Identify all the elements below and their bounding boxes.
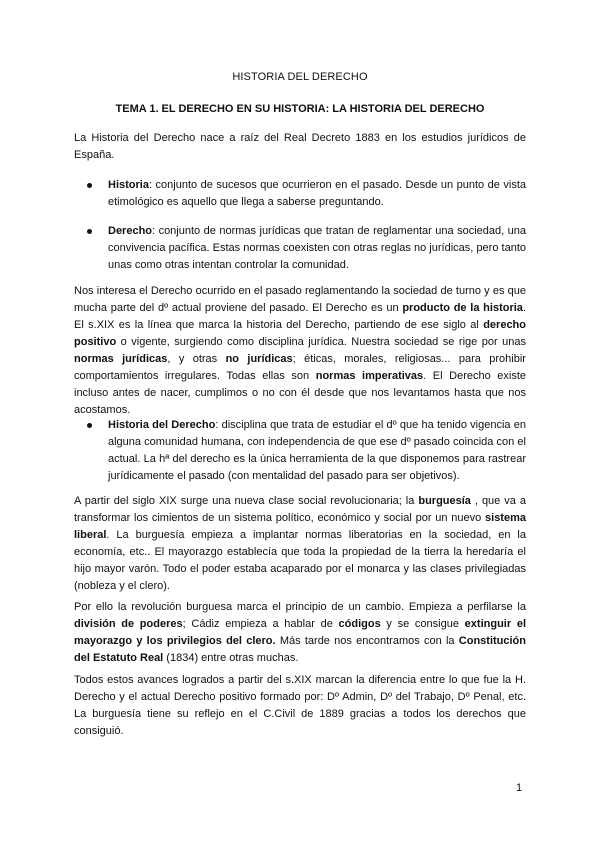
bullet-dot-icon: [87, 423, 92, 428]
text-run: , que va a transformar los cimientos de un sistema político, económico y social por un nuevo: [74, 495, 526, 524]
bullet-text: : conjunto de normas jurídicas que tratan de reglamentar una sociedad, una convivencia pacífica. Estas normas coexisten con otras reglas no jurídicas, pero tanto unas como otras intentan controlar la comunidad.: [108, 225, 526, 271]
page-number: 1: [516, 782, 523, 794]
text-run: A partir del siglo XIX surge una nueva clase social revolucionaria; la: [74, 495, 419, 507]
text-run: Nos interesa el Derecho ocurrido en el pasado reglamentando la sociedad de turno y es que mucha parte del dº actual proviene del pasado. El Derecho es un: [74, 285, 526, 314]
bullet-text: : conjunto de sucesos que ocurrieron en el pasado. Desde un punto de vista etimológico es aquello que llega a saberse preguntando.: [108, 179, 526, 208]
text-run: ; éticas, morales, religiosas... para prohibir comportamientos irregulares. Todas ellas son: [74, 353, 526, 382]
bold-run: códigos: [338, 618, 381, 630]
text-run: (1834) entre otras muchas.: [163, 652, 299, 664]
text-run: y se consigue: [380, 618, 465, 630]
bullet-dot-icon: [87, 183, 92, 188]
bold-run: derecho positivo: [74, 319, 526, 348]
bold-run: normas imperativas: [315, 370, 424, 382]
bullet-term: Historia: [108, 179, 149, 191]
bold-run: extinguir el mayorazgo y los privilegios del clero.: [74, 618, 526, 647]
bold-run: normas jurídicas: [74, 353, 168, 365]
bold-run: división de poderes: [74, 618, 183, 630]
paragraph-avances: Todos estos avances logrados a partir del s.XIX marcan la diferencia entre lo que fue la H. Derecho y el actual Derecho positivo formado por: Dº Admin, Dº del Trabajo, Dº Penal, etc. La burguesía tiene su reflejo en el C.Civil de 1889 gracias a todos los derechos que consiguió.: [74, 674, 526, 737]
text-run: . La burguesía empieza a implantar normas liberatorias en la sociedad, en la economía, etc.. El mayorazgo establecía que toda la propiedad de la tierra la heredaría el hijo mayor varón. Todo el poder estaba acaparado por el monarca y las clases privilegiadas (nobleza y el clero).: [74, 529, 526, 592]
bold-run: producto de la historia: [402, 302, 523, 314]
bold-run: Constitución del Estatuto Real: [74, 635, 526, 664]
paragraph-revolucion: [74, 599, 526, 667]
bullet-historia: [108, 177, 526, 211]
text-run: . El Derecho existe incluso antes de nacer, cumplimos o no con él desde que nos levantamos hasta que nos acostamos.: [74, 370, 527, 416]
bold-run: no jurídicas: [225, 353, 293, 365]
bullet-term: Historia del Derecho: [108, 419, 216, 431]
paragraph-burguesia: [74, 493, 526, 595]
intro-paragraph: La Historia del Derecho nace a raíz del Real Decreto 1883 en los estudios jurídicos de España.: [74, 132, 526, 161]
document-title: HISTORIA DEL DERECHO: [232, 71, 368, 83]
text-run: Más tarde nos encontramos con la: [275, 635, 459, 647]
bold-run: sistema liberal: [74, 512, 526, 541]
bullet-dot-icon: [87, 229, 92, 234]
text-run: o vigente, surgiendo como disciplina jurídica. Nuestra sociedad se rige por unas: [116, 336, 526, 348]
text-run: , y otras: [167, 353, 226, 365]
bullet-text: : disciplina que trata de estudiar el dº que ha tenido vigencia en alguna comunidad humana, con independencia de que ese dº pasado coincida con el actual. La hª del derecho es la única herramienta de la que disponemos para rastrear jurídicamente el pasado (con mentalidad del pasado para ser objetivos).: [108, 419, 526, 482]
chapter-heading: TEMA 1. EL DERECHO EN SU HISTORIA: LA HISTORIA DEL DERECHO: [115, 103, 485, 115]
bullet-term: Derecho: [108, 225, 153, 237]
text-run: ; Cádiz empieza a hablar de: [182, 618, 339, 630]
paragraph-derecho-pasado: [74, 283, 526, 419]
text-run: Por ello la revolución burguesa marca el principio de un cambio. Empieza a perfilarse la: [74, 601, 526, 613]
bold-run: burguesía: [418, 495, 471, 507]
bullet-historia-del-derecho: [108, 417, 526, 485]
text-run: . El s.XIX es la línea que marca la historia del Derecho, partiendo de ese siglo al: [74, 302, 526, 331]
bullet-derecho: [108, 223, 526, 274]
